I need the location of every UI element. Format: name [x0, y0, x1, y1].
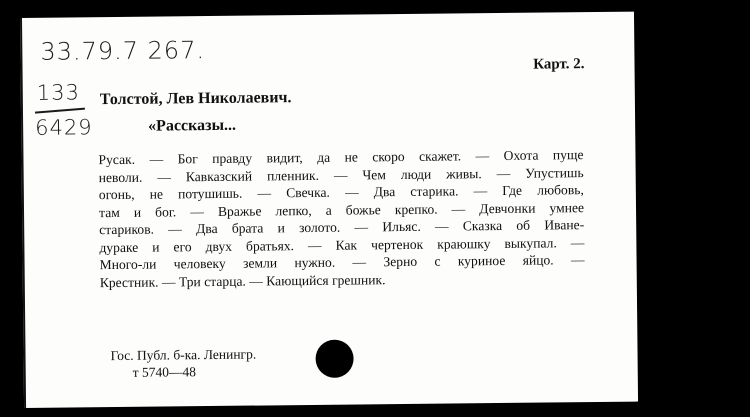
- book-title: «Рассказы...: [148, 116, 237, 135]
- author-heading: Толстой, Лев Николаевич.: [99, 89, 292, 109]
- contents-line: Крестник. — Три старца. — Кающийся грешник.: [99, 271, 386, 290]
- punch-hole: [315, 340, 353, 378]
- handwritten-shelf-mark-bottom: 6429: [35, 115, 93, 140]
- contents-line: стариков. — Два брата и золото. — Ильяс. — Сказка об Иване-: [99, 217, 585, 238]
- shelf-mark-divider: [35, 108, 85, 114]
- library-name: Гос. Публ. б-ка. Ленингр.: [110, 346, 257, 364]
- handwritten-shelf-mark-top: 133: [36, 80, 81, 105]
- print-number: т 5740—48: [132, 364, 197, 380]
- catalog-card: [20, 12, 638, 408]
- contents-line: Русак. — Бог правду видит, да не скоро скажет. — Охота пуще: [98, 147, 584, 168]
- contents-line: Много-ли человеку земли нужно. — Зерно с куриное яйцо. —: [99, 252, 585, 273]
- contents-line: дураке и его двух братьях. — Как чертенок краюшку выкупал. —: [99, 234, 585, 255]
- contents-line: там и бог. — Вражье лепко, а божье крепко. — Девчонки умнее: [98, 199, 585, 220]
- contents-line: огонь, не потушишь. — Свечка. — Два старика. — Где любовь,: [98, 182, 584, 203]
- handwritten-call-number: 33.79.7 267.: [40, 36, 206, 66]
- contents-line: неволи. — Кавказский пленник. — Чем люди живы. — Упустишь: [98, 164, 584, 185]
- card-number: Карт. 2.: [533, 56, 585, 73]
- contents-list: [98, 146, 584, 291]
- library-stamp: [110, 346, 256, 382]
